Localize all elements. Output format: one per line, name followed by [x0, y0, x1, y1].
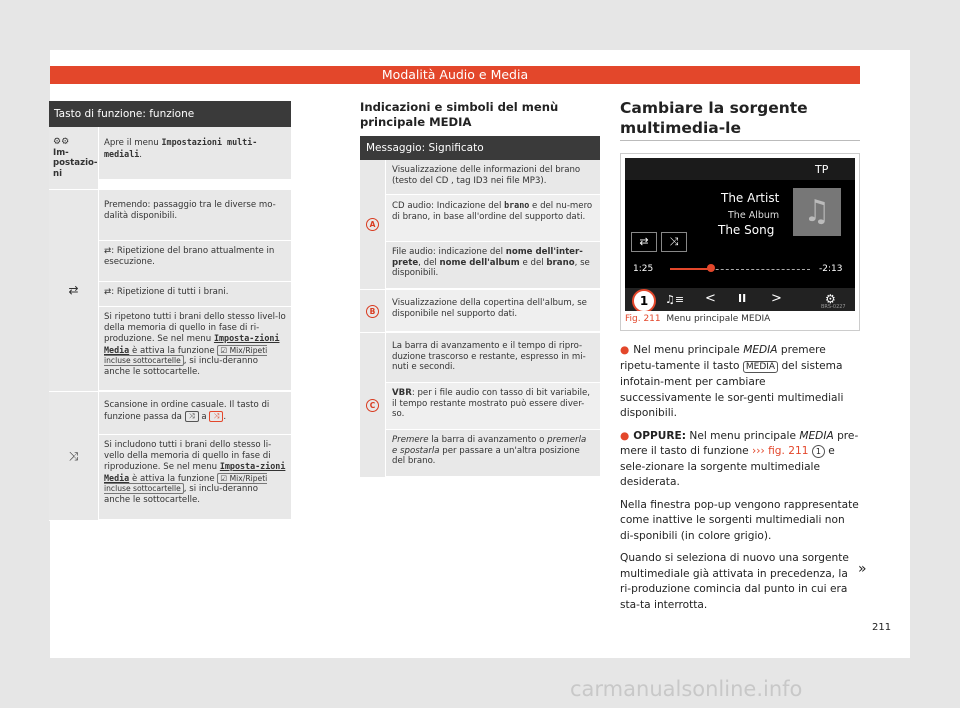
mix-repeat-option: ☑ Mix/Ripeti incluse sottocartelle [104, 473, 268, 493]
page-number: 211 [872, 622, 892, 633]
previous-button[interactable]: < [705, 291, 716, 306]
next-button[interactable]: > [771, 291, 782, 306]
table-header: Tasto di funzione: funzione [49, 101, 291, 127]
gear-icon: ⚙ [825, 292, 836, 306]
table-cell: VBR: per i file audio con tasso di bit variabile, il tempo restante mostrato può essere diver-so. [386, 383, 600, 430]
shuffle-on-icon: ⤨ [209, 411, 223, 422]
continue-icon: » [858, 561, 867, 577]
table-row [360, 333, 600, 478]
paragraph: Quando si seleziona di nuovo una sorgente multimediale già attivata in precedenza, la ri-produzione comincia dal punto in cui era sta-ta interrotta. [620, 552, 849, 611]
table-cell: Scansione in ordine casuale. Il tasto di funzione passa da ⤨ a ⤨ . [99, 392, 291, 435]
figure-reference[interactable]: ››› fig. 211 [752, 445, 809, 457]
table-cell: Si includono tutti i brani dello stesso li-vello della memoria di quello in fase di riproduzione. Se nel menu Imposta-zioni Media è attiva la funzione ☑ Mix/Ripeti incluse sottocartelle , si inclu-deranno anche le sottocartelle. [99, 435, 291, 520]
table-row [49, 392, 291, 521]
figure [620, 153, 860, 331]
shuffle-key [49, 392, 99, 520]
table-cell: Visualizzazione delle informazioni del brano (testo del CD , tag ID3 nei file MP3). [386, 160, 600, 195]
callout-c: C [366, 399, 379, 412]
mix-repeat-option: ☑ Mix/Ripeti incluse sottocartelle [104, 345, 268, 365]
callout-b: B [366, 305, 379, 318]
callout-1-ref: 1 [812, 445, 825, 458]
table-cell: CD audio: Indicazione del brano e del nu-mero di brano, in base all'ordine del supporto dati. [386, 195, 600, 242]
paragraph: Nella finestra pop-up vengono rappresentate come inattive le sorgenti multimediali non di-sponibili (in colore grigio). [620, 498, 859, 542]
shuffle-button[interactable]: ⤨ [661, 232, 687, 252]
table-cell: Premendo: passaggio tra le diverse mo-dalità disponibili. [99, 190, 291, 241]
pause-button[interactable]: II [738, 292, 747, 305]
table-row [49, 127, 291, 190]
body-text [620, 343, 860, 620]
album-cover: ♫ [793, 188, 841, 236]
message-table [360, 136, 600, 478]
image-code: BRS-0227 [821, 304, 846, 310]
shuffle-icon: ⤨ [68, 448, 79, 463]
table-cell: La barra di avanzamento e il tempo di ripro-duzione trascorso e restante, espresso in mi-nuti e secondi. [386, 333, 600, 383]
table-row [360, 160, 600, 290]
repeat-icon: ⇄ [68, 283, 79, 298]
settings-key [49, 127, 99, 189]
media-screen [625, 158, 855, 311]
table-header: Messaggio: Significato [360, 136, 600, 160]
repeat-key [49, 190, 99, 391]
table-row [360, 290, 600, 333]
media-key: MEDIA [743, 361, 778, 373]
section-title: Indicazioni e simboli del menù principale MEDIA [360, 100, 559, 129]
album-name: The Album [728, 210, 780, 221]
shuffle-off-icon: ⤨ [185, 411, 199, 422]
watermark: carmanualsonline.info [570, 677, 803, 701]
progress-fill [670, 268, 711, 270]
table-cell: File audio: indicazione del nome dell'inter-prete, del nome dell'album e del brano, se disponibili. [386, 242, 600, 289]
bullet-icon: ● [620, 429, 630, 442]
function-key-table [49, 101, 291, 521]
remaining-time: -2:13 [819, 264, 843, 274]
callout-1: 1 [632, 289, 656, 311]
table-cell: Visualizzazione della copertina dell'album, se disponibile nel supporto dati. [386, 290, 600, 332]
repeat-one-icon: ⇄ [104, 246, 112, 256]
progress-knob[interactable] [707, 264, 715, 272]
repeat-button[interactable]: ⇄ [631, 232, 657, 252]
bullet-icon: ● [620, 344, 630, 356]
artist-name: The Artist [721, 191, 780, 205]
tp-indicator: TP [815, 163, 829, 176]
song-name: The Song [718, 223, 775, 237]
table-row [49, 190, 291, 392]
media-menu-button[interactable]: ♫≡ [665, 293, 685, 306]
table-cell: Si ripetono tutti i brani dello stesso livel-lo della memoria di quello in fase di ri-produzione. Se nel menu Imposta-zioni Media è attiva la funzione ☑ Mix/Ripeti incluse sottocartelle , si inclu-deranno anche le sottocartelle. [99, 307, 291, 391]
elapsed-time: 1:25 [633, 264, 654, 274]
callout-a: A [366, 218, 379, 231]
table-cell: Apre il menu Impostazioni multi-mediali. [99, 127, 291, 180]
paragraph: ● OPPURE: Nel menu principale MEDIA pre-mere il tasto di funzione ››› fig. 211 1 e sele-zionare la sorgente multimediale desiderata. [620, 429, 859, 488]
table-cell: Premere la barra di avanzamento o premerla e spostarla per passare a un'altra posizione del brano. [386, 430, 600, 477]
section-title: Cambiare la sorgente multimedia-le [620, 99, 808, 137]
gear-icon: ⚙⚙ [53, 137, 70, 147]
figure-caption: Fig. 211 Menu principale MEDIA [625, 314, 771, 324]
table-cell: ⇄: Ripetizione del brano attualmente in esecuzione. [99, 241, 291, 282]
repeat-all-icon: ⇄ [104, 287, 112, 297]
settings-key-label: Im-postazio-ni [53, 147, 98, 179]
paragraph: ● Nel menu principale MEDIA premere ripetu-tamente il tasto MEDIA del sistema infotain-ment per cambiare successivamente le sor-genti multimediali disponibili. [620, 344, 844, 419]
table-cell: ⇄: Ripetizione di tutti i brani. [99, 282, 291, 307]
section-header: Modalità Audio e Media [50, 66, 860, 84]
divider [620, 140, 860, 141]
